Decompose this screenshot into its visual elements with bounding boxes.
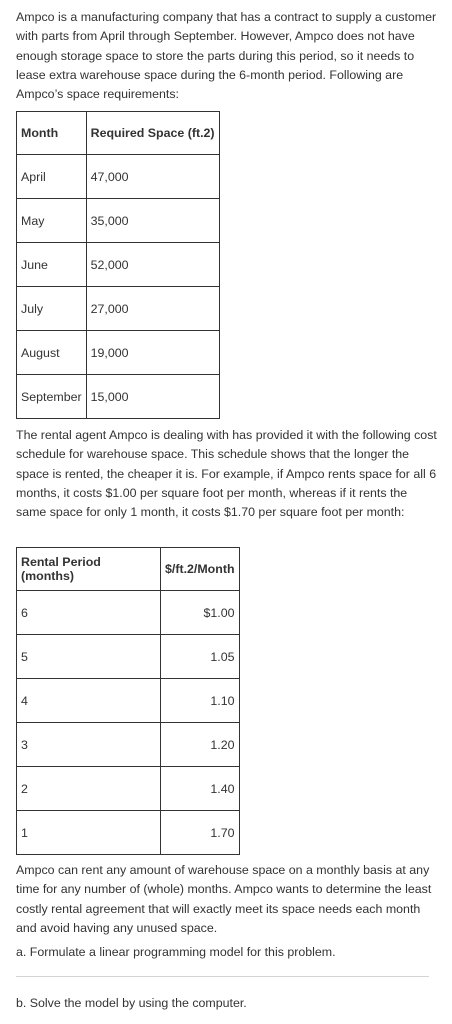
period-cell: 1: [17, 811, 161, 855]
month-cell: June: [17, 243, 87, 287]
table-row: [17, 199, 220, 243]
table-row: [17, 591, 240, 635]
cost-cell: 1.40: [161, 767, 240, 811]
cost-cell: 1.70: [161, 811, 240, 855]
column-header: Rental Period (months): [17, 548, 161, 591]
period-cell: 2: [17, 767, 161, 811]
table-row: [17, 287, 220, 331]
table-header-row: [17, 548, 240, 591]
closing-paragraph: Ampco can rent any amount of warehouse space on a monthly basis at any time for any number of (whole) months. Ampco wants to determine the least costly rental agreement that will exactly meet its space needs each month and avoid having any unused space.: [16, 863, 432, 935]
rental-paragraph: The rental agent Ampco is dealing with has provided it with the following cost schedule for warehouse space. This schedule shows that the longer the space is rented, the cheaper it is. For example, if Ampco rents space for all 6 months, it costs $1.00 per square foot per month, whereas if it rents the same space for only 1 month, it costs $1.70 per square foot per month:: [16, 428, 437, 520]
column-header: $/ft.2/Month: [161, 548, 240, 591]
month-cell: July: [17, 287, 87, 331]
part-b-prompt: b. Solve the model by using the computer.: [16, 996, 247, 1010]
table-row: [17, 243, 220, 287]
month-cell: September: [17, 375, 87, 419]
section-divider: [16, 976, 429, 977]
space-cell: 15,000: [86, 375, 219, 419]
period-cell: 5: [17, 635, 161, 679]
table-row: [17, 767, 240, 811]
period-cell: 3: [17, 723, 161, 767]
table-row: [17, 679, 240, 723]
table-row: [17, 331, 220, 375]
space-cell: 47,000: [86, 155, 219, 199]
month-cell: April: [17, 155, 87, 199]
intro-paragraph: Ampco is a manufacturing company that has a contract to supply a customer with parts from April through September. However, Ampco does not have enough storage space to store the parts during this period, so it needs to lease extra warehouse space during the 6-month period. Following are Ampco’s space requirements:: [16, 10, 437, 102]
period-cell: 6: [17, 591, 161, 635]
cost-cell: 1.05: [161, 635, 240, 679]
cost-cell: 1.20: [161, 723, 240, 767]
cost-cell: 1.10: [161, 679, 240, 723]
table-row: [17, 811, 240, 855]
space-cell: 27,000: [86, 287, 219, 331]
space-cell: 19,000: [86, 331, 219, 375]
cost-cell: $1.00: [161, 591, 240, 635]
column-header: Month: [17, 112, 87, 155]
column-header: Required Space (ft.2): [86, 112, 219, 155]
table-header-row: [17, 112, 220, 155]
period-cell: 4: [17, 679, 161, 723]
space-cell: 35,000: [86, 199, 219, 243]
part-a-prompt: a. Formulate a linear programming model for this problem.: [16, 945, 336, 959]
table-row: [17, 375, 220, 419]
space-requirements-table: [16, 111, 220, 419]
month-cell: May: [17, 199, 87, 243]
table-row: [17, 155, 220, 199]
rental-cost-table: [16, 547, 240, 855]
space-cell: 52,000: [86, 243, 219, 287]
month-cell: August: [17, 331, 87, 375]
table-row: [17, 723, 240, 767]
table-row: [17, 635, 240, 679]
